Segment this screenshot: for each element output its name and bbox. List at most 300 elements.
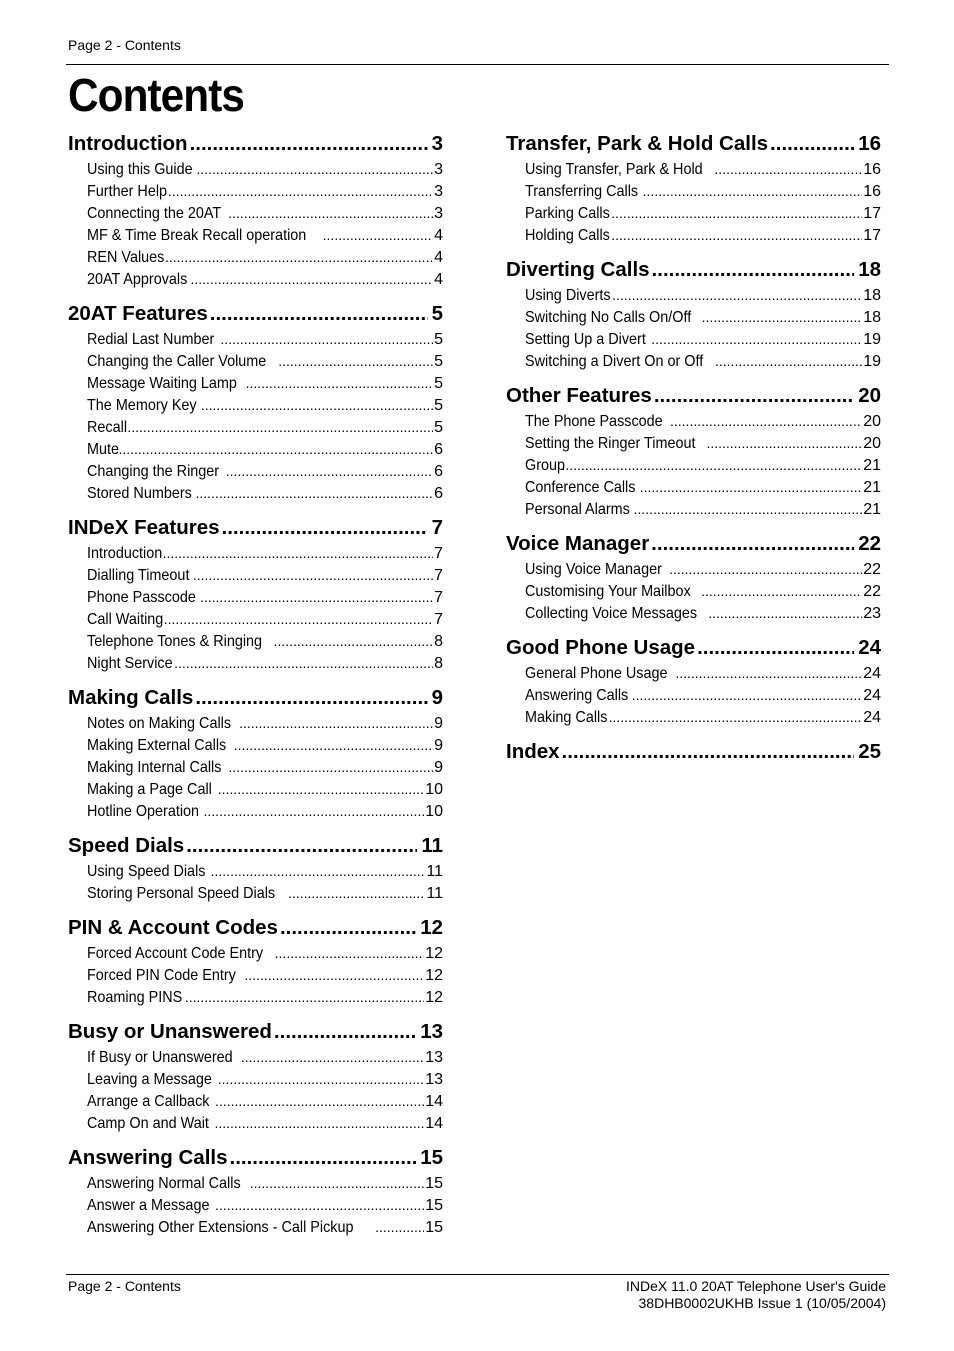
toc-entry-page: 11 <box>426 885 443 902</box>
toc-entry-title: Answering Normal Calls <box>87 1175 241 1192</box>
toc-entry-title: Stored Numbers <box>87 485 192 502</box>
toc-entry[interactable] <box>87 586 443 608</box>
toc-leader-dots <box>706 432 862 454</box>
toc-entry[interactable] <box>87 372 443 394</box>
toc-leader-dots <box>228 202 433 224</box>
toc-entry-page: 24 <box>863 709 881 726</box>
toc-entry[interactable] <box>87 652 443 674</box>
toc-entry-title: Mute <box>87 441 120 458</box>
toc-entry[interactable] <box>87 882 443 904</box>
toc-entry-page: 17 <box>863 205 881 222</box>
toc-entry[interactable] <box>525 350 881 372</box>
toc-leader-dots <box>211 860 426 882</box>
toc-entry-page: 4 <box>434 227 443 244</box>
toc-leader-dots <box>241 1046 424 1068</box>
toc-section-heading[interactable] <box>506 130 881 158</box>
toc-leader-dots <box>675 662 862 684</box>
toc-entry-title: Camp On and Wait <box>87 1115 209 1132</box>
toc-leader-dots <box>163 542 433 564</box>
toc-leader-dots <box>220 328 433 350</box>
toc-entry[interactable] <box>87 734 443 756</box>
toc-entry-page: 9 <box>434 715 443 732</box>
toc-section-heading[interactable] <box>506 382 881 410</box>
toc-entry-page: 24 <box>863 687 881 704</box>
toc-entry-page: 16 <box>863 183 881 200</box>
toc-entry-page: 18 <box>863 309 881 326</box>
toc-entry-page: 23 <box>863 605 881 622</box>
toc-entry[interactable] <box>87 964 443 986</box>
toc-section-title: Good Phone Usage <box>506 636 696 659</box>
toc-entry[interactable] <box>87 438 443 460</box>
toc-section-heading[interactable] <box>68 514 443 542</box>
toc-entry-page: 12 <box>425 967 443 984</box>
toc-section <box>506 530 881 624</box>
toc-leader-dots <box>708 602 862 624</box>
toc-entry-title: Conference Calls <box>525 479 636 496</box>
toc-leader-dots <box>190 268 433 290</box>
toc-section-title: PIN & Account Codes <box>68 916 278 939</box>
toc-entry-page: 20 <box>863 413 881 430</box>
toc-entry[interactable] <box>87 350 443 372</box>
toc-entry[interactable] <box>87 202 443 224</box>
toc-leader-dots <box>210 300 428 328</box>
toc-section-title: Diverting Calls <box>506 258 650 281</box>
footer-left: Page 2 - Contents <box>68 1278 181 1294</box>
toc-leader-dots <box>652 256 855 284</box>
toc-section-page: 20 <box>858 384 881 407</box>
toc-entry-page: 15 <box>425 1175 443 1192</box>
toc-leader-dots <box>239 712 433 734</box>
toc-entry[interactable] <box>525 224 881 246</box>
toc-entry[interactable] <box>87 1172 443 1194</box>
toc-leader-dots <box>228 756 433 778</box>
toc-entry-page: 7 <box>434 589 443 606</box>
toc-entry[interactable] <box>525 706 881 728</box>
toc-leader-dots <box>375 1216 424 1238</box>
toc-section-page: 7 <box>431 516 443 539</box>
toc-entry-title: Making Calls <box>525 709 608 726</box>
toc-leader-dots <box>697 634 854 662</box>
toc-section-page: 12 <box>420 916 443 939</box>
toc-leader-dots <box>196 482 434 504</box>
toc-section-heading[interactable] <box>506 530 881 558</box>
toc-entry[interactable] <box>525 580 881 602</box>
toc-leader-dots <box>670 410 862 432</box>
toc-entry-title: Using Voice Manager <box>525 561 662 578</box>
toc-entry[interactable] <box>525 476 881 498</box>
toc-entry-page: 3 <box>434 161 443 178</box>
toc-leader-dots <box>651 530 854 558</box>
toc-entry[interactable] <box>525 306 881 328</box>
toc-entry-title: Parking Calls <box>525 205 610 222</box>
toc-leader-dots <box>174 652 433 674</box>
toc-entry[interactable] <box>525 410 881 432</box>
toc-entry-title: Collecting Voice Messages <box>525 605 698 622</box>
toc-entry[interactable] <box>87 986 443 1008</box>
toc-entry-page: 5 <box>434 397 443 414</box>
toc-section <box>506 382 881 520</box>
toc-entry[interactable] <box>87 1068 443 1090</box>
toc-entry-title: Changing the Caller Volume <box>87 353 267 370</box>
toc-section <box>506 130 881 246</box>
toc-entry-page: 5 <box>434 331 443 348</box>
toc-entry[interactable] <box>87 394 443 416</box>
toc-section <box>68 130 443 290</box>
toc-entry[interactable] <box>525 328 881 350</box>
footer-rule <box>66 1274 889 1275</box>
toc-entry-title: Personal Alarms <box>525 501 630 518</box>
toc-section-title: Transfer, Park & Hold Calls <box>506 132 769 155</box>
toc-entry-page: 14 <box>425 1093 443 1110</box>
toc-section <box>68 300 443 504</box>
toc-entry[interactable] <box>87 1090 443 1112</box>
toc-entry-page: 6 <box>434 441 443 458</box>
toc-section-page: 25 <box>858 740 881 763</box>
toc-entry-page: 6 <box>434 485 443 502</box>
toc-leader-dots <box>651 328 862 350</box>
toc-section-title: Voice Manager <box>506 532 650 555</box>
toc-section-heading[interactable] <box>68 832 443 860</box>
toc-leader-dots <box>214 1112 424 1134</box>
footer-issue: 38DHB0002UKHB Issue 1 (10/05/2004) <box>638 1295 886 1311</box>
toc-leader-dots <box>611 202 862 224</box>
toc-leader-dots <box>165 246 433 268</box>
toc-entry-page: 12 <box>425 945 443 962</box>
toc-entry[interactable] <box>87 756 443 778</box>
toc-section-heading[interactable] <box>68 914 443 942</box>
toc-leader-dots <box>186 832 417 860</box>
toc-entry-title: MF & Time Break Recall operation <box>87 227 307 244</box>
toc-entry-title: Holding Calls <box>525 227 610 244</box>
toc-leader-dots <box>611 224 862 246</box>
toc-leader-dots <box>164 608 433 630</box>
toc-entry-title: Using Diverts <box>525 287 611 304</box>
toc-section-page: 3 <box>431 132 443 155</box>
toc-entry-title: Using Speed Dials <box>87 863 206 880</box>
toc-leader-dots <box>250 1172 424 1194</box>
toc-entry-title: Answer a Message <box>87 1197 210 1214</box>
toc-leader-dots <box>770 130 854 158</box>
toc-section-title: Introduction <box>68 132 188 155</box>
toc-section-title: Index <box>506 740 560 763</box>
toc-leader-dots <box>562 738 855 766</box>
toc-section-page: 18 <box>858 258 881 281</box>
toc-section-heading[interactable] <box>68 1144 443 1172</box>
toc-leader-dots <box>280 914 416 942</box>
toc-entry-page: 5 <box>434 353 443 370</box>
toc-entry-title: The Phone Passcode <box>525 413 663 430</box>
toc-entry[interactable] <box>87 1216 443 1238</box>
toc-entry[interactable] <box>87 460 443 482</box>
toc-entry[interactable] <box>525 498 881 520</box>
toc-leader-dots <box>609 706 863 728</box>
toc-entry-title: Transferring Calls <box>525 183 639 200</box>
toc-section-heading[interactable] <box>68 300 443 328</box>
toc-section-page: 16 <box>858 132 881 155</box>
toc-section <box>68 914 443 1008</box>
toc-entry[interactable] <box>87 416 443 438</box>
toc-entry[interactable] <box>525 158 881 180</box>
toc-entry-page: 6 <box>434 463 443 480</box>
toc-entry-title: Connecting the 20AT <box>87 205 222 222</box>
toc-leader-dots <box>218 1068 424 1090</box>
toc-section <box>506 738 881 766</box>
toc-section-page: 5 <box>431 302 443 325</box>
toc-entry[interactable] <box>87 942 443 964</box>
toc-leader-dots <box>701 580 862 602</box>
toc-entry-title: Telephone Tones & Ringing <box>87 633 263 650</box>
toc-entry[interactable] <box>87 224 443 246</box>
toc-entry-page: 8 <box>434 655 443 672</box>
toc-leader-dots <box>640 476 862 498</box>
toc-entry-page: 15 <box>425 1197 443 1214</box>
toc-leader-dots <box>201 394 433 416</box>
toc-section-title: Answering Calls <box>68 1146 228 1169</box>
toc-section <box>68 832 443 904</box>
toc-entry-title: If Busy or Unanswered <box>87 1049 233 1066</box>
toc-entry[interactable] <box>525 558 881 580</box>
toc-entry[interactable] <box>87 328 443 350</box>
toc-leader-dots <box>702 306 863 328</box>
toc-entry[interactable] <box>87 158 443 180</box>
toc-entry-page: 10 <box>425 803 443 820</box>
toc-entry-page: 19 <box>863 353 881 370</box>
toc-entry[interactable] <box>525 202 881 224</box>
toc-entry-title: Using Transfer, Park & Hold <box>525 161 703 178</box>
toc-entry-title: Setting Up a Divert <box>525 331 646 348</box>
toc-entry-page: 5 <box>434 419 443 436</box>
toc-entry[interactable] <box>87 542 443 564</box>
toc-leader-dots <box>669 558 862 580</box>
toc-leader-dots <box>168 180 433 202</box>
toc-section-page: 9 <box>431 686 443 709</box>
toc-entry-title: Forced PIN Code Entry <box>87 967 236 984</box>
toc-section <box>506 634 881 728</box>
toc-entry[interactable] <box>87 180 443 202</box>
toc-entry-page: 9 <box>434 737 443 754</box>
toc-entry-title: Arrange a Callback <box>87 1093 210 1110</box>
toc-entry[interactable] <box>525 662 881 684</box>
toc-entry[interactable] <box>87 482 443 504</box>
toc-entry[interactable] <box>87 1112 443 1134</box>
toc-entry-page: 24 <box>863 665 881 682</box>
toc-entry-page: 8 <box>434 633 443 650</box>
toc-entry-title: Switching No Calls On/Off <box>525 309 692 326</box>
toc-leader-dots <box>632 684 862 706</box>
toc-entry-title: Setting the Ringer Timeout <box>525 435 696 452</box>
toc-entry-page: 22 <box>863 561 881 578</box>
toc-entry-title: Answering Calls <box>525 687 629 704</box>
toc-leader-dots <box>204 800 425 822</box>
toc-entry-title: Switching a Divert On or Off <box>525 353 704 370</box>
toc-leader-dots <box>634 498 863 520</box>
toc-leader-dots <box>115 438 434 460</box>
toc-section-title: INDeX Features <box>68 516 220 539</box>
toc-leader-dots <box>278 350 433 372</box>
toc-entry-title: Making External Calls <box>87 737 227 754</box>
toc-entry[interactable] <box>87 800 443 822</box>
toc-entry-title: General Phone Usage <box>525 665 668 682</box>
toc-entry-title: Roaming PINS <box>87 989 183 1006</box>
running-header: Page 2 - Contents <box>68 37 181 53</box>
toc-leader-dots <box>195 684 427 712</box>
toc-entry-page: 17 <box>863 227 881 244</box>
toc-leader-dots <box>323 224 433 246</box>
toc-entry-page: 18 <box>863 287 881 304</box>
toc-section-page: 13 <box>420 1020 443 1043</box>
toc-leader-dots <box>196 158 433 180</box>
header-rule <box>66 64 889 65</box>
toc-leader-dots <box>715 350 862 372</box>
toc-section <box>68 1144 443 1238</box>
toc-entry-title: Night Service <box>87 655 173 672</box>
toc-entry-page: 13 <box>425 1049 443 1066</box>
toc-entry-page: 3 <box>434 205 443 222</box>
toc-section-page: 15 <box>420 1146 443 1169</box>
toc-entry[interactable] <box>525 454 881 476</box>
toc-entry-title: REN Values <box>87 249 165 266</box>
toc-leader-dots <box>226 460 433 482</box>
toc-section-title: Making Calls <box>68 686 194 709</box>
toc-section-heading[interactable] <box>506 738 881 766</box>
toc-entry-title: 20AT Approvals <box>87 271 188 288</box>
toc-entry-page: 7 <box>434 567 443 584</box>
toc-entry-title: Call Waiting <box>87 611 164 628</box>
toc-entry[interactable] <box>525 684 881 706</box>
toc-entry-title: Further Help <box>87 183 168 200</box>
toc-leader-dots <box>200 586 433 608</box>
toc-entry-page: 20 <box>863 435 881 452</box>
toc-entry-page: 11 <box>426 863 443 880</box>
toc-leader-dots <box>193 564 433 586</box>
toc-entry-page: 3 <box>434 183 443 200</box>
toc-section-heading[interactable] <box>68 684 443 712</box>
toc-leader-dots <box>246 372 434 394</box>
toc-leader-dots <box>274 630 434 652</box>
toc-entry-title: Storing Personal Speed Dials <box>87 885 276 902</box>
toc-entry-page: 4 <box>434 271 443 288</box>
toc-leader-dots <box>234 734 433 756</box>
toc-entry-title: Introduction <box>87 545 163 562</box>
toc-section <box>68 514 443 674</box>
toc-entry-title: Customising Your Mailbox <box>525 583 691 600</box>
toc-entry-page: 21 <box>863 501 881 518</box>
toc-entry-title: Phone Passcode <box>87 589 196 606</box>
toc-entry-title: Using this Guide <box>87 161 193 178</box>
toc-entry[interactable] <box>87 860 443 882</box>
toc-entry-page: 14 <box>425 1115 443 1132</box>
toc-entry[interactable] <box>87 268 443 290</box>
toc-left-column <box>68 130 443 1248</box>
footer-right <box>626 1278 886 1312</box>
toc-leader-dots <box>215 1090 424 1112</box>
toc-section-page: 22 <box>858 532 881 555</box>
toc-entry-title: Message Waiting Lamp <box>87 375 237 392</box>
toc-section-title: Busy or Unanswered <box>68 1020 272 1043</box>
toc-section <box>506 256 881 372</box>
toc-entry-page: 4 <box>434 249 443 266</box>
toc-entry-title: Dialling Timeout <box>87 567 190 584</box>
toc-section-heading[interactable] <box>68 130 443 158</box>
toc-leader-dots <box>561 454 862 476</box>
toc-entry-page: 7 <box>434 545 443 562</box>
toc-entry-page: 10 <box>425 781 443 798</box>
toc-entry-page: 19 <box>863 331 881 348</box>
toc-section-heading[interactable] <box>68 1018 443 1046</box>
toc-leader-dots <box>244 964 424 986</box>
toc-entry[interactable] <box>87 630 443 652</box>
toc-entry-title: Answering Other Extensions - Call Pickup <box>87 1219 354 1236</box>
toc-entry-page: 21 <box>863 479 881 496</box>
toc-entry[interactable] <box>525 602 881 624</box>
toc-entry-title: Leaving a Message <box>87 1071 212 1088</box>
footer-guide-title: INDeX 11.0 20AT Telephone User's Guide <box>625 1278 886 1294</box>
toc-leader-dots <box>215 1194 424 1216</box>
toc-entry-title: Recall <box>87 419 128 436</box>
toc-leader-dots <box>275 942 425 964</box>
toc-section <box>68 1018 443 1134</box>
toc-entry-title: Redial Last Number <box>87 331 215 348</box>
toc-leader-dots <box>654 382 854 410</box>
toc-section-page: 24 <box>858 636 881 659</box>
toc-leader-dots <box>230 1144 417 1172</box>
toc-entry-title: Making a Page Call <box>87 781 212 798</box>
toc-entry-page: 7 <box>434 611 443 628</box>
toc-entry-page: 16 <box>863 161 881 178</box>
toc-entry[interactable] <box>87 1046 443 1068</box>
toc-leader-dots <box>222 514 428 542</box>
toc-leader-dots <box>218 778 424 800</box>
toc-entry-page: 15 <box>425 1219 443 1236</box>
toc-leader-dots <box>288 882 425 904</box>
toc-section-heading[interactable] <box>506 256 881 284</box>
toc-leader-dots <box>714 158 862 180</box>
toc-leader-dots <box>190 130 428 158</box>
toc-right-column <box>506 130 881 776</box>
toc-section-title: Speed Dials <box>68 834 185 857</box>
toc-entry-title: Notes on Making Calls <box>87 715 232 732</box>
toc-leader-dots <box>274 1018 416 1046</box>
toc-entry-page: 22 <box>863 583 881 600</box>
page-title: Contents <box>68 69 245 121</box>
toc-entry[interactable] <box>525 284 881 306</box>
toc-leader-dots <box>643 180 863 202</box>
toc-entry[interactable] <box>87 778 443 800</box>
toc-entry[interactable] <box>525 432 881 454</box>
toc-entry-title: Changing the Ringer <box>87 463 220 480</box>
toc-entry-page: 13 <box>425 1071 443 1088</box>
toc-entry-title: Forced Account Code Entry <box>87 945 264 962</box>
toc-entry[interactable] <box>87 608 443 630</box>
toc-entry-title: The Memory Key <box>87 397 197 414</box>
toc-entry-title: Hotline Operation <box>87 803 200 820</box>
toc-section-title: 20AT Features <box>68 302 208 325</box>
toc-entry[interactable] <box>525 180 881 202</box>
toc-entry-page: 5 <box>434 375 443 392</box>
toc-leader-dots <box>123 416 433 438</box>
toc-entry[interactable] <box>87 564 443 586</box>
toc-entry-page: 9 <box>434 759 443 776</box>
toc-entry-title: Group <box>525 457 566 474</box>
toc-section-page: 11 <box>421 834 443 857</box>
toc-leader-dots <box>612 284 862 306</box>
toc-section-heading[interactable] <box>506 634 881 662</box>
toc-leader-dots <box>185 986 424 1008</box>
toc-section-title: Other Features <box>506 384 652 407</box>
toc-entry[interactable] <box>87 1194 443 1216</box>
toc-entry[interactable] <box>87 246 443 268</box>
toc-entry[interactable] <box>87 712 443 734</box>
